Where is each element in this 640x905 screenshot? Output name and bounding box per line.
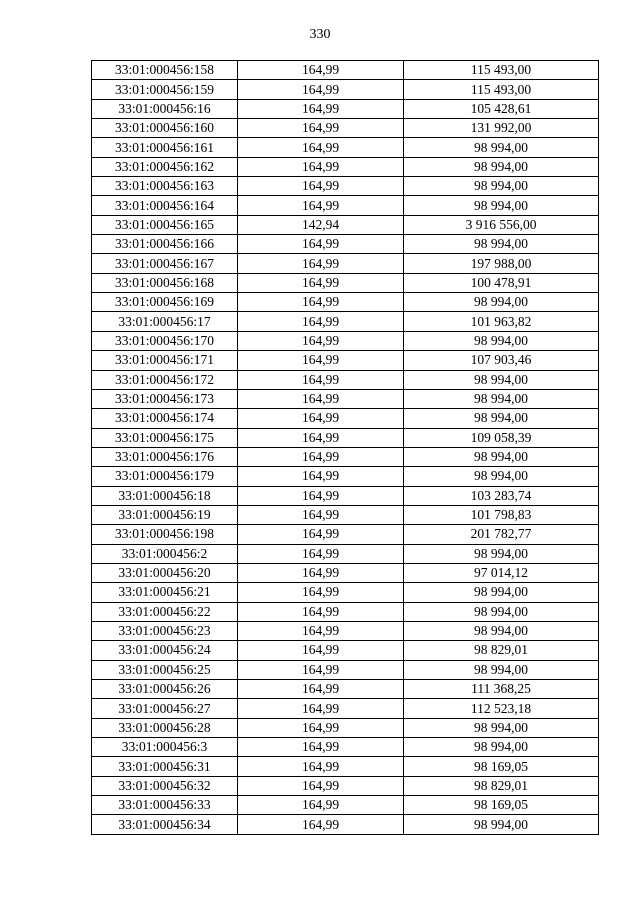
table-row <box>92 61 599 80</box>
area-cell: 164,99 <box>238 196 404 215</box>
table-row <box>92 235 599 254</box>
cadastral-number-cell: 33:01:000456:18 <box>92 486 238 505</box>
area-cell: 164,99 <box>238 641 404 660</box>
value-cell: 98 169,05 <box>404 757 599 776</box>
cadastral-number-cell: 33:01:000456:167 <box>92 254 238 273</box>
area-cell: 164,99 <box>238 621 404 640</box>
area-cell: 164,99 <box>238 293 404 312</box>
value-cell: 98 994,00 <box>404 370 599 389</box>
cadastral-number-cell: 33:01:000456:163 <box>92 177 238 196</box>
area-cell: 164,99 <box>238 525 404 544</box>
cadastral-number-cell: 33:01:000456:17 <box>92 312 238 331</box>
table-row <box>92 138 599 157</box>
value-cell: 131 992,00 <box>404 119 599 138</box>
area-cell: 164,99 <box>238 273 404 292</box>
table-row <box>92 80 599 99</box>
value-cell: 107 903,46 <box>404 351 599 370</box>
value-cell: 98 994,00 <box>404 196 599 215</box>
value-cell: 98 994,00 <box>404 544 599 563</box>
area-cell: 164,99 <box>238 138 404 157</box>
value-cell: 98 994,00 <box>404 718 599 737</box>
area-cell: 164,99 <box>238 61 404 80</box>
area-cell: 164,99 <box>238 738 404 757</box>
cadastral-number-cell: 33:01:000456:171 <box>92 351 238 370</box>
area-cell: 164,99 <box>238 796 404 815</box>
table-row <box>92 157 599 176</box>
value-cell: 98 994,00 <box>404 331 599 350</box>
cadastral-number-cell: 33:01:000456:159 <box>92 80 238 99</box>
area-cell: 164,99 <box>238 757 404 776</box>
area-cell: 164,99 <box>238 505 404 524</box>
value-cell: 98 994,00 <box>404 235 599 254</box>
value-cell: 98 169,05 <box>404 796 599 815</box>
table-row <box>92 621 599 640</box>
table-row <box>92 641 599 660</box>
area-cell: 164,99 <box>238 157 404 176</box>
value-cell: 98 994,00 <box>404 815 599 834</box>
table-row <box>92 273 599 292</box>
value-cell: 98 994,00 <box>404 177 599 196</box>
value-cell: 98 994,00 <box>404 583 599 602</box>
cadastral-number-cell: 33:01:000456:21 <box>92 583 238 602</box>
area-cell: 164,99 <box>238 680 404 699</box>
table-row <box>92 757 599 776</box>
table-body <box>92 61 599 835</box>
value-cell: 100 478,91 <box>404 273 599 292</box>
cadastral-number-cell: 33:01:000456:158 <box>92 61 238 80</box>
cadastral-number-cell: 33:01:000456:164 <box>92 196 238 215</box>
table-row <box>92 525 599 544</box>
area-cell: 164,99 <box>238 177 404 196</box>
table-row <box>92 718 599 737</box>
area-cell: 164,99 <box>238 331 404 350</box>
cadastral-number-cell: 33:01:000456:28 <box>92 718 238 737</box>
area-cell: 164,99 <box>238 602 404 621</box>
table-row <box>92 815 599 834</box>
area-cell: 164,99 <box>238 80 404 99</box>
cadastral-number-cell: 33:01:000456:169 <box>92 293 238 312</box>
table-row <box>92 738 599 757</box>
table-row <box>92 796 599 815</box>
area-cell: 164,99 <box>238 660 404 679</box>
cadastral-number-cell: 33:01:000456:170 <box>92 331 238 350</box>
cadastral-number-cell: 33:01:000456:25 <box>92 660 238 679</box>
cadastral-number-cell: 33:01:000456:176 <box>92 447 238 466</box>
value-cell: 3 916 556,00 <box>404 215 599 234</box>
value-cell: 101 963,82 <box>404 312 599 331</box>
value-cell: 201 782,77 <box>404 525 599 544</box>
cadastral-number-cell: 33:01:000456:16 <box>92 99 238 118</box>
page-number: 330 <box>309 27 331 42</box>
cadastral-number-cell: 33:01:000456:22 <box>92 602 238 621</box>
value-cell: 98 994,00 <box>404 138 599 157</box>
table-row <box>92 486 599 505</box>
cadastral-number-cell: 33:01:000456:179 <box>92 467 238 486</box>
cadastral-number-cell: 33:01:000456:166 <box>92 235 238 254</box>
area-cell: 164,99 <box>238 389 404 408</box>
value-cell: 98 994,00 <box>404 293 599 312</box>
value-cell: 111 368,25 <box>404 680 599 699</box>
table-row <box>92 447 599 466</box>
table-row <box>92 660 599 679</box>
value-cell: 115 493,00 <box>404 61 599 80</box>
value-cell: 98 994,00 <box>404 621 599 640</box>
area-cell: 164,99 <box>238 254 404 273</box>
area-cell: 142,94 <box>238 215 404 234</box>
cadastral-number-cell: 33:01:000456:24 <box>92 641 238 660</box>
area-cell: 164,99 <box>238 447 404 466</box>
area-cell: 164,99 <box>238 467 404 486</box>
area-cell: 164,99 <box>238 119 404 138</box>
cadastral-number-cell: 33:01:000456:34 <box>92 815 238 834</box>
area-cell: 164,99 <box>238 235 404 254</box>
value-cell: 105 428,61 <box>404 99 599 118</box>
value-cell: 115 493,00 <box>404 80 599 99</box>
value-cell: 101 798,83 <box>404 505 599 524</box>
value-cell: 197 988,00 <box>404 254 599 273</box>
value-cell: 98 994,00 <box>404 157 599 176</box>
cadastral-number-cell: 33:01:000456:23 <box>92 621 238 640</box>
value-cell: 112 523,18 <box>404 699 599 718</box>
cadastral-number-cell: 33:01:000456:32 <box>92 776 238 795</box>
table-row <box>92 312 599 331</box>
cadastral-number-cell: 33:01:000456:3 <box>92 738 238 757</box>
area-cell: 164,99 <box>238 544 404 563</box>
area-cell: 164,99 <box>238 486 404 505</box>
value-cell: 98 994,00 <box>404 409 599 428</box>
value-cell: 98 994,00 <box>404 602 599 621</box>
table-row <box>92 331 599 350</box>
value-cell: 98 994,00 <box>404 660 599 679</box>
value-cell: 98 994,00 <box>404 447 599 466</box>
cadastral-number-cell: 33:01:000456:175 <box>92 428 238 447</box>
area-cell: 164,99 <box>238 718 404 737</box>
value-cell: 103 283,74 <box>404 486 599 505</box>
table-row <box>92 680 599 699</box>
table-row <box>92 119 599 138</box>
table-row <box>92 544 599 563</box>
cadastral-number-cell: 33:01:000456:174 <box>92 409 238 428</box>
cadastral-number-cell: 33:01:000456:26 <box>92 680 238 699</box>
table-row <box>92 351 599 370</box>
value-cell: 98 994,00 <box>404 738 599 757</box>
table-row <box>92 370 599 389</box>
cadastral-number-cell: 33:01:000456:161 <box>92 138 238 157</box>
table-row <box>92 254 599 273</box>
cadastral-table <box>91 60 599 835</box>
table-row <box>92 602 599 621</box>
table-row <box>92 563 599 582</box>
area-cell: 164,99 <box>238 370 404 389</box>
table-row <box>92 505 599 524</box>
table-row <box>92 215 599 234</box>
cadastral-number-cell: 33:01:000456:20 <box>92 563 238 582</box>
value-cell: 98 994,00 <box>404 467 599 486</box>
table-row <box>92 467 599 486</box>
area-cell: 164,99 <box>238 776 404 795</box>
area-cell: 164,99 <box>238 815 404 834</box>
area-cell: 164,99 <box>238 699 404 718</box>
table-row <box>92 699 599 718</box>
table-row <box>92 196 599 215</box>
area-cell: 164,99 <box>238 351 404 370</box>
table-row <box>92 428 599 447</box>
area-cell: 164,99 <box>238 563 404 582</box>
cadastral-number-cell: 33:01:000456:27 <box>92 699 238 718</box>
area-cell: 164,99 <box>238 583 404 602</box>
cadastral-number-cell: 33:01:000456:165 <box>92 215 238 234</box>
area-cell: 164,99 <box>238 312 404 331</box>
table-row <box>92 583 599 602</box>
value-cell: 97 014,12 <box>404 563 599 582</box>
area-cell: 164,99 <box>238 428 404 447</box>
table-row <box>92 293 599 312</box>
table-row <box>92 99 599 118</box>
table-row <box>92 776 599 795</box>
cadastral-number-cell: 33:01:000456:168 <box>92 273 238 292</box>
cadastral-number-cell: 33:01:000456:33 <box>92 796 238 815</box>
cadastral-number-cell: 33:01:000456:173 <box>92 389 238 408</box>
table-row <box>92 177 599 196</box>
cadastral-number-cell: 33:01:000456:2 <box>92 544 238 563</box>
area-cell: 164,99 <box>238 99 404 118</box>
value-cell: 98 829,01 <box>404 776 599 795</box>
cadastral-number-cell: 33:01:000456:31 <box>92 757 238 776</box>
value-cell: 98 829,01 <box>404 641 599 660</box>
cadastral-number-cell: 33:01:000456:19 <box>92 505 238 524</box>
table-row <box>92 389 599 408</box>
cadastral-number-cell: 33:01:000456:160 <box>92 119 238 138</box>
table-row <box>92 409 599 428</box>
value-cell: 98 994,00 <box>404 389 599 408</box>
area-cell: 164,99 <box>238 409 404 428</box>
cadastral-number-cell: 33:01:000456:172 <box>92 370 238 389</box>
cadastral-number-cell: 33:01:000456:198 <box>92 525 238 544</box>
value-cell: 109 058,39 <box>404 428 599 447</box>
cadastral-number-cell: 33:01:000456:162 <box>92 157 238 176</box>
